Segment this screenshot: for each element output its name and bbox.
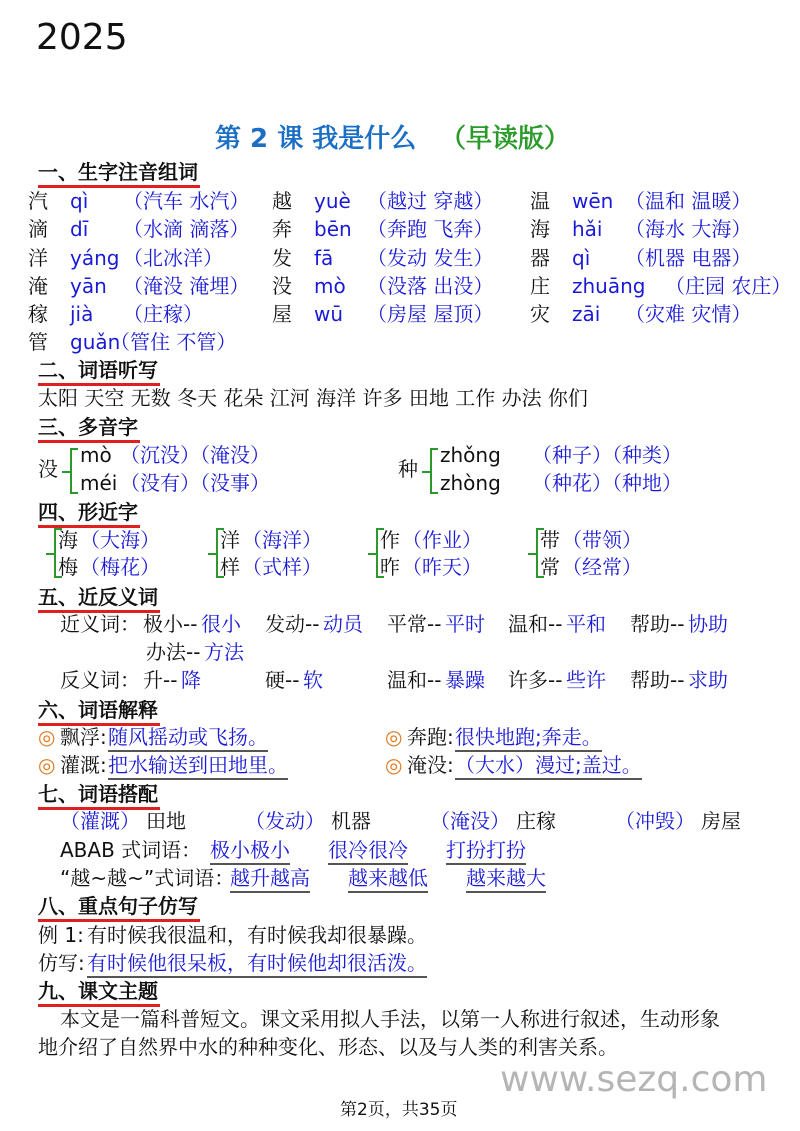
yue-word: 越来越大 xyxy=(466,865,546,893)
synonym-a: 平常-- xyxy=(387,612,442,636)
synonym-label: 近义词： xyxy=(60,612,140,636)
synonym-b: 平和 xyxy=(566,612,606,636)
antonym-b: 些许 xyxy=(566,668,606,692)
term: 奔跑: xyxy=(407,725,454,749)
vocab-words: （水滴 滴落） xyxy=(123,217,250,241)
similar-char: 昨 xyxy=(380,555,400,579)
yue-word: 越升越高 xyxy=(230,865,310,893)
vocab-words: （汽车 水汽） xyxy=(123,189,250,213)
page-title-sub: （早读版） xyxy=(440,124,571,154)
vocab-pinyin: yáng xyxy=(70,246,120,270)
vocab-words: （房屋 屋顶） xyxy=(367,302,494,326)
polyphone-pinyin: zhòng xyxy=(440,471,501,495)
similar-char: 作 xyxy=(380,528,400,552)
polyphone-words: （沉没）（淹没） xyxy=(120,443,270,467)
collocation-noun: 田地 xyxy=(146,809,186,833)
yue-label: “越~越~”式词语： xyxy=(60,866,235,890)
similar-word: （经常） xyxy=(562,555,642,579)
vocab-char: 海 xyxy=(530,217,550,241)
collocation-verb: （冲毁） xyxy=(615,809,695,833)
vocab-words: （越过 穿越） xyxy=(367,189,494,213)
dictation-words: 太阳 天空 无数 冬天 花朵 江河 海洋 许多 田地 工作 办法 你们 xyxy=(38,386,588,410)
vocab-pinyin: bēn xyxy=(314,217,352,241)
vocab-words: （管住 不管） xyxy=(110,330,237,354)
page-footer: 第2页，共35页 xyxy=(340,1100,458,1120)
polyphone-words: （种子）（种类） xyxy=(532,443,682,467)
similar-word: （作业） xyxy=(402,528,482,552)
vocab-pinyin: mò xyxy=(314,274,346,298)
collocation-noun: 庄稼 xyxy=(516,809,556,833)
section-heading: 六、词语解释 xyxy=(38,697,160,726)
bullet-icon: ◎ xyxy=(385,725,403,749)
yue-word: 越来越低 xyxy=(348,865,428,893)
section-heading: 一、生字注音组词 xyxy=(38,159,200,188)
vocab-words: （淹没 淹埋） xyxy=(123,274,250,298)
vocab-pinyin: jià xyxy=(70,302,94,326)
term: 灌溉: xyxy=(60,753,107,777)
similar-word: （带领） xyxy=(562,528,642,552)
similar-char: 带 xyxy=(540,528,560,552)
vocab-words: （奔跑 飞奔） xyxy=(367,217,494,241)
polyphone-char: 种 xyxy=(398,457,418,481)
page-title: 第 2 课 我是什么 xyxy=(215,124,417,154)
vocab-char: 发 xyxy=(272,246,292,270)
section-heading: 二、词语听写 xyxy=(38,357,160,386)
vocab-pinyin: yān xyxy=(70,274,107,298)
abab-word: 很冷很冷 xyxy=(328,837,408,865)
vocab-char: 温 xyxy=(530,189,550,213)
vocab-words: （没落 出没） xyxy=(367,274,494,298)
vocab-pinyin: qì xyxy=(572,246,591,270)
vocab-char: 淹 xyxy=(28,274,48,298)
vocab-words: （温和 温暖） xyxy=(625,189,752,213)
vocab-char: 庄 xyxy=(530,274,550,298)
antonym-b: 求助 xyxy=(688,668,728,692)
theme-paragraph: 地介绍了自然界中水的种种变化、形态、以及与人类的利害关系。 xyxy=(38,1035,618,1059)
example-sentence: 有时候我很温和，有时候我却很暴躁。 xyxy=(87,923,427,947)
vocab-char: 管 xyxy=(28,330,48,354)
antonym-a: 帮助-- xyxy=(630,668,685,692)
synonym-a: 办法-- xyxy=(146,640,201,664)
synonym-b: 平时 xyxy=(445,612,485,636)
vocab-words: （灾难 灾情） xyxy=(625,302,752,326)
collocation-noun: 房屋 xyxy=(701,809,741,833)
synonym-a: 极小-- xyxy=(143,612,198,636)
similar-char: 梅 xyxy=(58,555,78,579)
vocab-char: 稼 xyxy=(28,302,48,326)
section-heading: 四、形近字 xyxy=(38,499,140,528)
vocab-pinyin: guǎn xyxy=(70,330,121,354)
similar-char: 洋 xyxy=(220,528,240,552)
section-heading: 五、近反义词 xyxy=(38,584,160,613)
collocation-noun: 机器 xyxy=(331,809,371,833)
polyphone-pinyin: méi xyxy=(80,471,118,495)
term: 飘浮: xyxy=(60,725,107,749)
vocab-char: 灾 xyxy=(530,302,550,326)
vocab-pinyin: zhuāng xyxy=(572,274,646,298)
synonym-b: 方法 xyxy=(204,640,244,664)
similar-word: （梅花） xyxy=(80,555,160,579)
antonym-b: 软 xyxy=(303,668,323,692)
vocab-char: 器 xyxy=(530,246,550,270)
bullet-icon: ◎ xyxy=(38,753,56,777)
antonym-a: 许多-- xyxy=(508,668,563,692)
vocab-words: （庄园 农庄） xyxy=(665,274,792,298)
vocab-char: 屋 xyxy=(272,302,292,326)
synonym-a: 发动-- xyxy=(265,612,320,636)
vocab-pinyin: dī xyxy=(70,217,89,241)
collocation-verb: （灌溉） xyxy=(60,809,140,833)
watermark: www.sezq.com xyxy=(500,1059,768,1100)
synonym-a: 温和-- xyxy=(508,612,563,636)
vocab-char: 奔 xyxy=(272,217,292,241)
vocab-char: 越 xyxy=(272,189,292,213)
antonym-a: 硬-- xyxy=(265,668,300,692)
antonym-a: 温和-- xyxy=(387,668,442,692)
definition: 随风摇动或飞扬。 xyxy=(108,724,268,752)
synonym-b: 协助 xyxy=(688,612,728,636)
abab-label: ABAB 式词语： xyxy=(60,838,202,862)
similar-word: （大海） xyxy=(80,528,160,552)
vocab-words: （发动 发生） xyxy=(367,246,494,270)
similar-word: （式样） xyxy=(242,555,322,579)
brace-icon xyxy=(430,448,438,494)
term: 淹没: xyxy=(407,753,454,777)
vocab-words: （海水 大海） xyxy=(625,217,752,241)
similar-word: （昨天） xyxy=(402,555,482,579)
section-heading: 九、课文主题 xyxy=(38,978,160,1007)
vocab-pinyin: fā xyxy=(314,246,334,270)
imitate-sentence: 有时候他很呆板，有时候他却很活泼。 xyxy=(87,950,427,978)
section-heading: 八、重点句子仿写 xyxy=(38,893,200,922)
vocab-pinyin: hǎi xyxy=(572,217,603,241)
bullet-icon: ◎ xyxy=(38,725,56,749)
vocab-words: （北冰洋） xyxy=(123,246,223,270)
bullet-icon: ◎ xyxy=(385,753,403,777)
abab-word: 打扮打扮 xyxy=(446,837,526,865)
vocab-pinyin: zāi xyxy=(572,302,601,326)
vocab-char: 洋 xyxy=(28,246,48,270)
example-label: 例 1: xyxy=(38,923,84,947)
vocab-char: 滴 xyxy=(28,217,48,241)
similar-char: 海 xyxy=(58,528,78,552)
definition: （大水）漫过;盖过。 xyxy=(455,752,642,780)
vocab-pinyin: yuè xyxy=(314,189,351,213)
vocab-pinyin: wēn xyxy=(572,189,614,213)
similar-word: （海洋） xyxy=(242,528,322,552)
similar-char: 常 xyxy=(540,555,560,579)
collocation-verb: （淹没） xyxy=(430,809,510,833)
similar-char: 样 xyxy=(220,555,240,579)
collocation-verb: （发动） xyxy=(245,809,325,833)
vocab-pinyin: wū xyxy=(314,302,344,326)
synonym-b: 动员 xyxy=(323,612,363,636)
synonym-b: 很小 xyxy=(201,612,241,636)
vocab-words: （庄稼） xyxy=(123,302,203,326)
polyphone-pinyin: zhǒng xyxy=(440,443,501,467)
section-heading: 七、词语搭配 xyxy=(38,781,160,810)
antonym-a: 升-- xyxy=(143,668,178,692)
antonym-label: 反义词： xyxy=(60,668,140,692)
vocab-words: （机器 电器） xyxy=(625,246,752,270)
synonym-a: 帮助-- xyxy=(630,612,685,636)
brace-icon xyxy=(70,448,78,494)
antonym-b: 降 xyxy=(181,668,201,692)
year-label: 2025 xyxy=(36,17,128,58)
definition: 把水输送到田地里。 xyxy=(108,752,288,780)
abab-word: 极小极小 xyxy=(210,837,290,865)
imitate-label: 仿写: xyxy=(38,951,85,975)
polyphone-words: （没有）（没事） xyxy=(120,471,270,495)
antonym-b: 暴躁 xyxy=(445,668,485,692)
definition: 很快地跑;奔走。 xyxy=(455,724,602,752)
polyphone-words: （种花）（种地） xyxy=(532,471,682,495)
vocab-char: 汽 xyxy=(28,189,48,213)
vocab-pinyin: qì xyxy=(70,189,89,213)
vocab-char: 没 xyxy=(272,274,292,298)
polyphone-pinyin: mò xyxy=(80,443,112,467)
theme-paragraph: 本文是一篇科普短文。课文采用拟人手法，以第一人称进行叙述，生动形象 xyxy=(60,1007,720,1031)
section-heading: 三、多音字 xyxy=(38,414,140,443)
polyphone-char: 没 xyxy=(38,457,58,481)
